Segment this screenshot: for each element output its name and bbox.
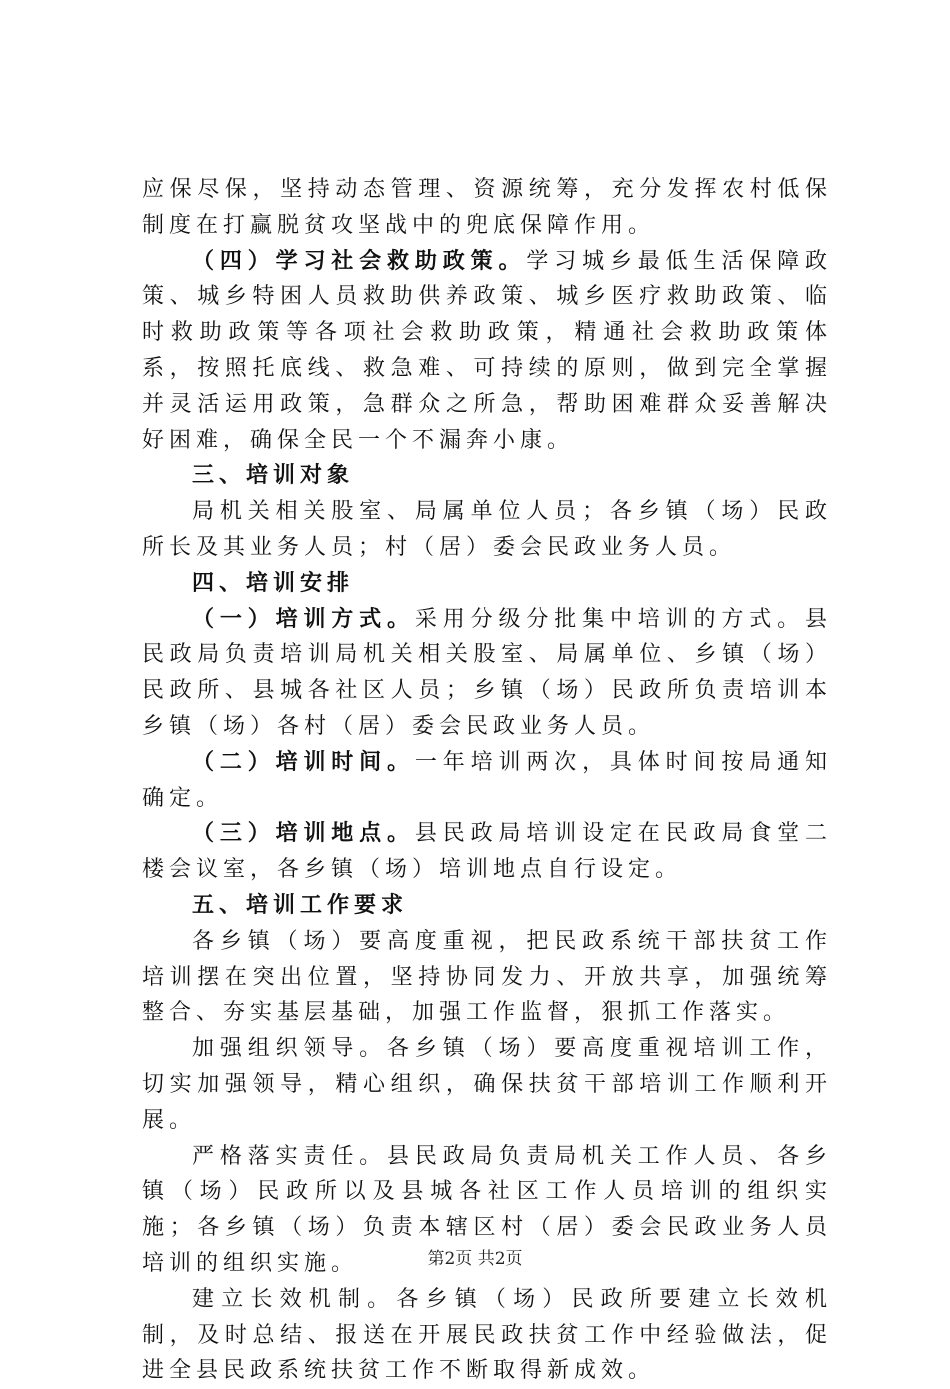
paragraph-text: 加强组织领导。各乡镇（场）要高度重视培训工作，切实加强领导，精心组织，确保扶贫干部培训工作顺利开展。: [142, 1036, 832, 1133]
paragraph-lead: （三）培训地点。: [192, 821, 415, 847]
paragraph-text: 严格落实责任。县民政局负责局机关工作人员、各乡镇（场）民政所以及县城各社区工作人员培训的组织实施；各乡镇（场）负责本辖区村（居）委会民政业务人员培训的组织实施。: [142, 1143, 832, 1276]
paragraph-11: [142, 1031, 832, 1138]
paragraph-text: 县民政局培训设定在民政局食堂二楼会议室，各乡镇（场）培训地点自行设定。: [142, 821, 832, 883]
paragraph-lead: （一）培训方式。: [192, 606, 415, 632]
paragraph-text: 应保尽保，坚持动态管理、资源统筹，充分发挥农村低保制度在打赢脱贫攻坚战中的兜底保障作用。: [142, 177, 832, 238]
paragraph-4: [142, 494, 832, 566]
paragraph-8: [142, 816, 832, 888]
paragraph-text: 局机关相关股室、局属单位人员；各乡镇（场）民政所长及其业务人员；村（居）委会民政业务人员。: [142, 499, 832, 560]
paragraph-text: 一年培训两次，具体时间按局通知确定。: [142, 749, 832, 811]
paragraph-text: 各乡镇（场）要高度重视，把民政系统干部扶贫工作培训摆在突出位置，坚持协同发力、开放共享，加强统筹整合、夯实基层基础，加强工作监督，狠抓工作落实。: [142, 928, 832, 1026]
section-heading-4: [142, 566, 832, 602]
page-number: 第2页 共2页: [427, 1249, 523, 1269]
paragraph-1: [142, 172, 832, 244]
section-heading-5: [142, 888, 832, 924]
heading-text: 四、培训安排: [192, 570, 355, 596]
page-footer: [0, 1244, 950, 1269]
heading-text: 五、培训工作要求: [192, 892, 409, 918]
paragraph-text: 采用分级分批集中培训的方式。县民政局负责培训局机关相关股室、局属单位、乡镇（场）民政所、县城各社区人员；乡镇（场）民政所负责培训本乡镇（场）各村（居）委会民政业务人员。: [142, 606, 832, 739]
paragraph-lead: （四）学习社会救助政策。: [192, 248, 527, 274]
section-heading-3: [142, 458, 832, 494]
heading-text: 三、培训对象: [192, 463, 355, 489]
paragraph-text: 建立长效机制。各乡镇（场）民政所要建立长效机制，及时总结、报送在开展民政扶贫工作中经验做法，促进全县民政系统扶贫工作不断取得新成效。: [142, 1286, 832, 1384]
paragraph-6: [142, 602, 832, 745]
paragraph-lead: （二）培训时间。: [192, 749, 415, 775]
paragraph-text: 学习城乡最低生活保障政策、城乡特困人员救助供养政策、城乡医疗救助政策、临时救助政策等各项社会救助政策，精通社会救助政策体系，按照托底线、救急难、可持续的原则，做到完全掌握并灵活运用政策，急群众之所急，帮助困难群众妥善解决好困难，确保全民一个不漏奔小康。: [142, 248, 832, 453]
paragraph-7: [142, 745, 832, 817]
paragraph-10: [142, 924, 832, 1031]
document-body: [142, 172, 832, 1389]
paragraph-2: [142, 244, 832, 459]
paragraph-13: [142, 1282, 832, 1389]
